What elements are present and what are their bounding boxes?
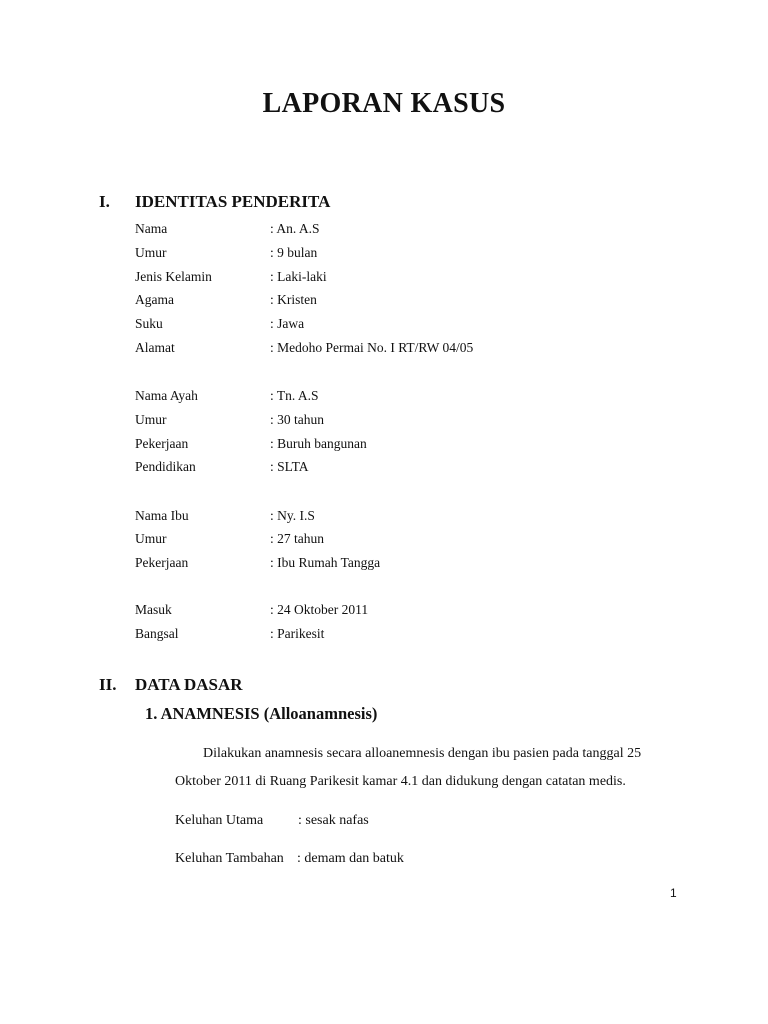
field-alamat bbox=[135, 338, 635, 358]
field-value: : 24 Oktober 2011 bbox=[270, 602, 369, 617]
section-1-number: I. bbox=[99, 192, 110, 211]
field-value: : 30 tahun bbox=[270, 412, 324, 427]
subsection-anamnesis-title: 1. ANAMNESIS (Alloanamnesis) bbox=[145, 704, 378, 723]
section-1-title: IDENTITAS PENDERITA bbox=[135, 192, 331, 211]
field-value: : Jawa bbox=[270, 316, 305, 331]
keluhan-utama-value: : sesak nafas bbox=[298, 813, 369, 828]
field-label: Umur bbox=[135, 531, 167, 546]
field-pekerjaan-ayah bbox=[135, 434, 635, 454]
field-label: Masuk bbox=[135, 602, 172, 617]
field-umur-ibu bbox=[135, 529, 635, 549]
page-number: 1 bbox=[670, 886, 677, 900]
field-value: : Kristen bbox=[270, 292, 317, 307]
field-value: : Parikesit bbox=[270, 626, 325, 641]
field-value: : Medoho Permai No. I RT/RW 04/05 bbox=[270, 340, 474, 355]
keluhan-tambahan-label: Keluhan Tambahan bbox=[175, 851, 284, 866]
field-bangsal bbox=[135, 624, 635, 644]
field-value: : 9 bulan bbox=[270, 245, 318, 260]
field-umur bbox=[135, 243, 635, 263]
section-2-number: II. bbox=[99, 675, 117, 694]
field-value: : Laki-laki bbox=[270, 269, 327, 284]
keluhan-utama-label: Keluhan Utama bbox=[175, 813, 264, 828]
field-label: Alamat bbox=[135, 340, 175, 355]
field-pekerjaan-ibu bbox=[135, 553, 635, 573]
field-label: Suku bbox=[135, 316, 163, 331]
field-suku bbox=[135, 314, 635, 334]
field-label: Pendidikan bbox=[135, 459, 196, 474]
field-nama bbox=[135, 219, 635, 239]
field-label: Bangsal bbox=[135, 626, 179, 641]
anamnesis-paragraph-line-2: Oktober 2011 di Ruang Parikesit kamar 4.1 dan didukung dengan catatan medis. bbox=[175, 774, 626, 789]
field-label: Nama bbox=[135, 221, 168, 236]
field-value: : Ny. I.S bbox=[270, 508, 315, 523]
field-jenis-kelamin bbox=[135, 267, 635, 287]
field-masuk bbox=[135, 600, 635, 620]
field-label: Jenis Kelamin bbox=[135, 269, 212, 284]
field-label: Umur bbox=[135, 412, 167, 427]
field-value: : An. A.S bbox=[270, 221, 320, 236]
keluhan-tambahan-value: : demam dan batuk bbox=[297, 851, 404, 866]
field-value: : Buruh bangunan bbox=[270, 436, 367, 451]
field-label: Pekerjaan bbox=[135, 436, 189, 451]
section-2-title: DATA DASAR bbox=[135, 675, 243, 694]
field-label: Agama bbox=[135, 292, 174, 307]
field-umur-ayah bbox=[135, 410, 635, 430]
field-value: : 27 tahun bbox=[270, 531, 324, 546]
field-value: : Ibu Rumah Tangga bbox=[270, 555, 381, 570]
field-label: Nama Ibu bbox=[135, 508, 189, 523]
field-pendidikan bbox=[135, 457, 635, 477]
field-agama bbox=[135, 290, 635, 310]
anamnesis-paragraph-line-1: Dilakukan anamnesis secara alloanemnesis dengan ibu pasien pada tanggal 25 bbox=[203, 746, 642, 761]
field-label: Umur bbox=[135, 245, 167, 260]
field-label: Pekerjaan bbox=[135, 555, 189, 570]
field-value: : SLTA bbox=[270, 459, 309, 474]
field-nama-ayah bbox=[135, 386, 635, 406]
page-title: LAPORAN KASUS bbox=[262, 88, 506, 119]
field-nama-ibu bbox=[135, 506, 635, 526]
field-value: : Tn. A.S bbox=[270, 388, 319, 403]
field-label: Nama Ayah bbox=[135, 388, 198, 403]
